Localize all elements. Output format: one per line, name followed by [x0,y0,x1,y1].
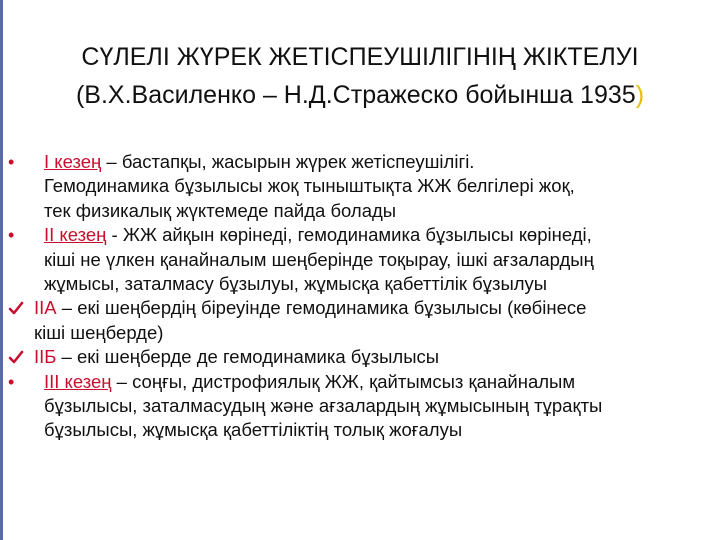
list-item-stage-2b [8,345,713,369]
check-icon [8,345,24,365]
list-item-stage-2 [8,223,713,296]
list-item-line: бұзылысы, жұмысқа қабеттіліктің толық жоғалуы [44,419,463,441]
stage-term: I кезең [44,151,102,172]
list-item-line: бұзылысы, заталмасудың және ағзалардың жұмысының тұрақты [44,395,603,417]
title-line-1: СҮЛЕЛІ ЖҮРЕК ЖЕТІСПЕУШІЛІГІНІҢ ЖІКТЕЛУІ [81,43,639,71]
stage-text: – бастапқы, жасырын жүрек жетіспеушілігі. [101,151,475,172]
list-item-stage-1 [8,150,713,223]
stage-text: – соңғы, дистрофиялық ЖЖ, қайтымсыз қанайналым [111,370,576,392]
stage-text: - ЖЖ айқын көрінеді, гемодинамика бұзылысы көрінеді, [106,224,592,246]
list-item-line: жұмысы, заталмасу бұзылуы, жұмысқа қабеттілік бұзылуы [44,273,548,295]
stage-term: IIА [34,297,57,319]
stage-text: – екі шеңбердің біреуінде гемодинамика бұзылысы (көбінесе [56,297,587,319]
bullet-icon: • [8,225,15,246]
list-item-line: кіші шеңберде) [34,321,164,343]
list-item-stage-3 [8,370,713,443]
stage-text: – екі шеңберде де гемодинамика бұзылысы [56,346,440,368]
slide-left-edge [0,0,3,540]
slide-title [20,38,700,114]
list-item-line [34,345,713,369]
list-item-stage-2a [8,296,713,345]
list-item-line [34,296,713,320]
list-item-line [44,370,713,394]
stage-term: III кезең [44,370,112,392]
title-closing-paren: ) [635,81,645,109]
bullet-icon: • [8,152,15,172]
list-item-line: Гемодинамика бұзылысы жоқ тыныштықта ЖЖ белгілері жоқ, [44,175,575,197]
title-line-2-main: (В.Х.Василенко – Н.Д.Стражеско бойынша 1935 [75,81,636,109]
list-item-line [44,223,713,247]
stage-term: IIБ [34,346,57,368]
bullet-icon: • [8,371,15,392]
check-icon [8,296,24,316]
list-item-line [44,150,713,174]
list-item-line: кіші не үлкен қанайналым шеңберінде тоқырау, ішкі ағзалардың [44,248,594,270]
classification-list [8,150,713,443]
stage-term: II кезең [44,224,107,246]
title-line-2 [20,76,700,114]
list-item-line: тек физикалық жүктемеде пайда болады [44,199,397,221]
